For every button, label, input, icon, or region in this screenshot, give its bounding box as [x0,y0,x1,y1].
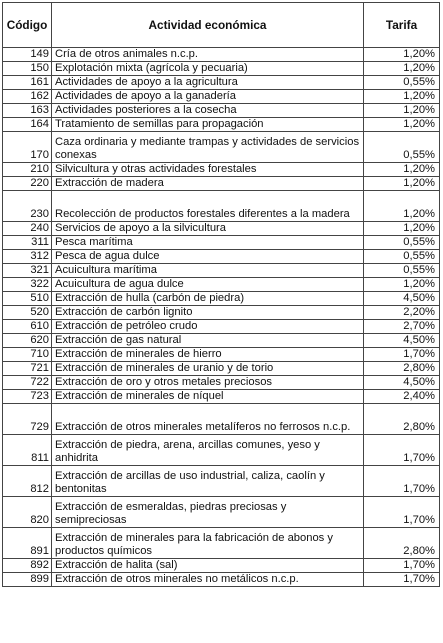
row-rate: 1,70% [364,559,440,573]
row-code: 620 [3,334,52,348]
table-row [3,76,440,90]
row-rate: 2,80% [364,362,440,376]
row-activity: Pesca marítima [52,236,364,250]
row-rate: 0,55% [364,236,440,250]
table-row [3,264,440,278]
row-code: 322 [3,278,52,292]
row-activity: Extracción de carbón lignito [52,306,364,320]
row-activity: Pesca de agua dulce [52,250,364,264]
row-rate: 1,70% [364,497,440,528]
row-rate: 0,55% [364,264,440,278]
row-code: 723 [3,390,52,404]
row-rate: 0,55% [364,250,440,264]
table-row [3,376,440,390]
header-row [3,3,440,48]
row-code: 163 [3,104,52,118]
row-code: 891 [3,528,52,559]
row-code: 220 [3,177,52,191]
header-rate: Tarifa [364,3,440,48]
row-rate: 0,55% [364,76,440,90]
row-activity: Actividades de apoyo a la ganadería [52,90,364,104]
table-row [3,292,440,306]
table-row [3,362,440,376]
table-row [3,559,440,573]
row-code: 899 [3,573,52,587]
table-row [3,348,440,362]
row-activity: Extracción de otros minerales metalíferos no ferrosos n.c.p. [52,404,364,435]
row-rate: 2,70% [364,320,440,334]
table-row [3,118,440,132]
row-code: 520 [3,306,52,320]
row-activity: Extracción de minerales para la fabricación de abonos y productos químicos [52,528,364,559]
row-activity: Extracción de piedra, arena, arcillas comunes, yeso y anhidrita [52,435,364,466]
row-code: 812 [3,466,52,497]
row-activity: Servicios de apoyo a la silvicultura [52,222,364,236]
row-code: 311 [3,236,52,250]
row-rate: 2,40% [364,390,440,404]
row-activity: Explotación mixta (agrícola y pecuaria) [52,62,364,76]
row-rate: 2,20% [364,306,440,320]
row-activity: Extracción de petróleo crudo [52,320,364,334]
table-row [3,236,440,250]
table-row [3,435,440,466]
row-activity: Extracción de hulla (carbón de piedra) [52,292,364,306]
table-row [3,222,440,236]
row-rate: 2,80% [364,528,440,559]
row-code: 721 [3,362,52,376]
header-code: Código [3,3,52,48]
table-row [3,497,440,528]
row-rate: 1,20% [364,177,440,191]
table-row [3,306,440,320]
table-row [3,390,440,404]
row-activity: Extracción de esmeraldas, piedras preciosas y semipreciosas [52,497,364,528]
table-row [3,48,440,62]
row-code: 321 [3,264,52,278]
table-row [3,466,440,497]
row-rate: 1,20% [364,62,440,76]
row-activity: Extracción de madera [52,177,364,191]
row-activity: Silvicultura y otras actividades forestales [52,163,364,177]
table-row [3,177,440,191]
row-activity: Acuicultura de agua dulce [52,278,364,292]
row-activity: Extracción de minerales de hierro [52,348,364,362]
row-activity: Caza ordinaria y mediante trampas y actividades de servicios conexas [52,132,364,163]
row-code: 610 [3,320,52,334]
row-code: 510 [3,292,52,306]
row-rate: 4,50% [364,292,440,306]
row-activity: Extracción de minerales de níquel [52,390,364,404]
table-row [3,404,440,435]
row-activity: Extracción de arcillas de uso industrial, caliza, caolín y bentonitas [52,466,364,497]
row-code: 164 [3,118,52,132]
table-row [3,250,440,264]
row-rate: 0,55% [364,132,440,163]
row-rate: 1,70% [364,435,440,466]
row-activity: Extracción de gas natural [52,334,364,348]
row-rate: 1,70% [364,573,440,587]
row-activity: Extracción de oro y otros metales preciosos [52,376,364,390]
row-rate: 1,20% [364,48,440,62]
row-activity: Extracción de halita (sal) [52,559,364,573]
row-rate: 1,70% [364,348,440,362]
row-activity: Acuicultura marítima [52,264,364,278]
row-code: 892 [3,559,52,573]
row-code: 149 [3,48,52,62]
row-code: 170 [3,132,52,163]
row-code: 312 [3,250,52,264]
table-row [3,132,440,163]
table-row [3,62,440,76]
row-activity: Cría de otros animales n.c.p. [52,48,364,62]
row-code: 811 [3,435,52,466]
row-activity: Tratamiento de semillas para propagación [52,118,364,132]
row-rate: 2,80% [364,404,440,435]
row-rate: 1,20% [364,191,440,222]
activity-rate-table [2,2,440,587]
row-rate: 4,50% [364,376,440,390]
header-activity: Actividad económica [52,3,364,48]
row-code: 710 [3,348,52,362]
row-code: 722 [3,376,52,390]
table-body [3,48,440,587]
table-row [3,573,440,587]
row-code: 240 [3,222,52,236]
row-code: 150 [3,62,52,76]
row-rate: 4,50% [364,334,440,348]
row-rate: 1,20% [364,90,440,104]
row-activity: Recolección de productos forestales diferentes a la madera [52,191,364,222]
row-code: 161 [3,76,52,90]
row-code: 162 [3,90,52,104]
table-row [3,104,440,118]
row-code: 210 [3,163,52,177]
table-row [3,278,440,292]
table-row [3,163,440,177]
row-code: 820 [3,497,52,528]
row-code: 729 [3,404,52,435]
row-rate: 1,20% [364,118,440,132]
table-row [3,334,440,348]
row-activity: Actividades posteriores a la cosecha [52,104,364,118]
table-row [3,528,440,559]
row-activity: Extracción de minerales de uranio y de torio [52,362,364,376]
table-row [3,90,440,104]
row-code: 230 [3,191,52,222]
row-activity: Actividades de apoyo a la agricultura [52,76,364,90]
row-rate: 1,20% [364,222,440,236]
row-rate: 1,20% [364,104,440,118]
row-rate: 1,70% [364,466,440,497]
row-rate: 1,20% [364,278,440,292]
table-row [3,320,440,334]
row-activity: Extracción de otros minerales no metálicos n.c.p. [52,573,364,587]
row-rate: 1,20% [364,163,440,177]
table-row [3,191,440,222]
